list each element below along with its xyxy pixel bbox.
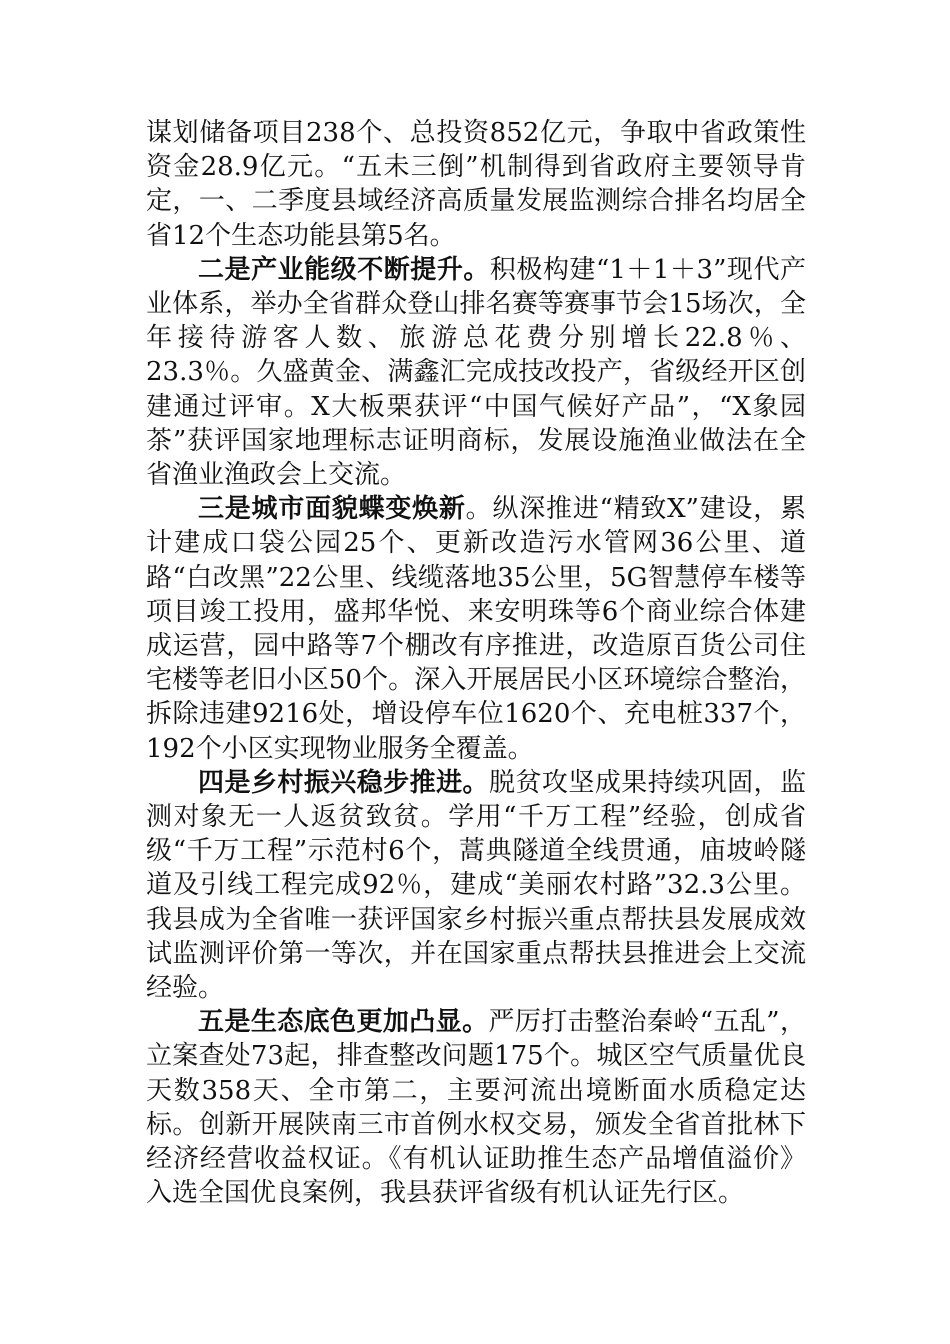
paragraph-lead: 四是乡村振兴稳步推进。	[198, 767, 489, 798]
paragraph-text: 脱贫攻坚成果持续巩固，监测对象无一人返贫致贫。学用“千万工程”经验，创成省级“千万工程”示范村6个，蒿典隧道全线贯通，庙坡岭隧道及引线工程完成92％，建成“美丽农村路”32.3公里。我县成为全省唯一获评国家乡村振兴重点帮扶县发展成效试监测评价第一等次，并在国家重点帮扶县推进会上交流经验。	[146, 767, 806, 1004]
paragraph-text: 严厉打击整治秦岭“五乱”，立案查处73起，排查整改问题175个。城区空气质量优良天数358天、全市第二，主要河流出境断面水质稳定达标。创新开展陕南三市首例水权交易，颁发全省首批林下经济经营收益权证。《有机认证助推生态产品增值溢价》入选全国优良案例，我县获评省级有机认证先行区。	[146, 1007, 806, 1209]
paragraph-continuation	[146, 116, 806, 253]
paragraph-lead: 三是城市面貌蝶变焕新	[198, 494, 466, 525]
paragraph-industry	[146, 253, 806, 492]
paragraph-rural	[146, 766, 806, 1005]
paragraph-city	[146, 492, 806, 766]
document-body	[146, 116, 806, 1211]
paragraph-text: 。纵深推进“精致X”建设，累计建成口袋公园25个、更新改造污水管网36公里、道路“白改黑”22公里、线缆落地35公里，5G智慧停车楼等项目竣工投用，盛邦华悦、来安明珠等6个商业综合体建成运营，园中路等7个棚改有序推进，改造原百货公司住宅楼等老旧小区50个。深入开展居民小区环境综合整治，拆除违建9216处，增设停车位1620个、充电桩337个，192个小区实现物业服务全覆盖。	[146, 494, 806, 764]
paragraph-lead: 五是生态底色更加凸显。	[198, 1007, 489, 1038]
paragraph-text: 积极构建“1＋1＋3”现代产业体系，举办全省群众登山排名赛等赛事节会15场次，全年接待游客人数、旅游总花费分别增长22.8％、23.3％。久盛黄金、满鑫汇完成技改投产，省级经开区创建通过评审。X大板栗获评“中国气候好产品”，“X象园茶”获评国家地理标志证明商标，发展设施渔业做法在全省渔业渔政会上交流。	[146, 254, 806, 491]
paragraph-lead: 二是产业能级不断提升。	[198, 254, 490, 285]
paragraph-ecology	[146, 1005, 806, 1210]
paragraph-text: 谋划储备项目238个、总投资852亿元，争取中省政策性资金28.9亿元。“五未三倒”机制得到省政府主要领导肯定，一、二季度县域经济高质量发展监测综合排名均居全省12个生态功能县第5名。	[146, 118, 806, 251]
